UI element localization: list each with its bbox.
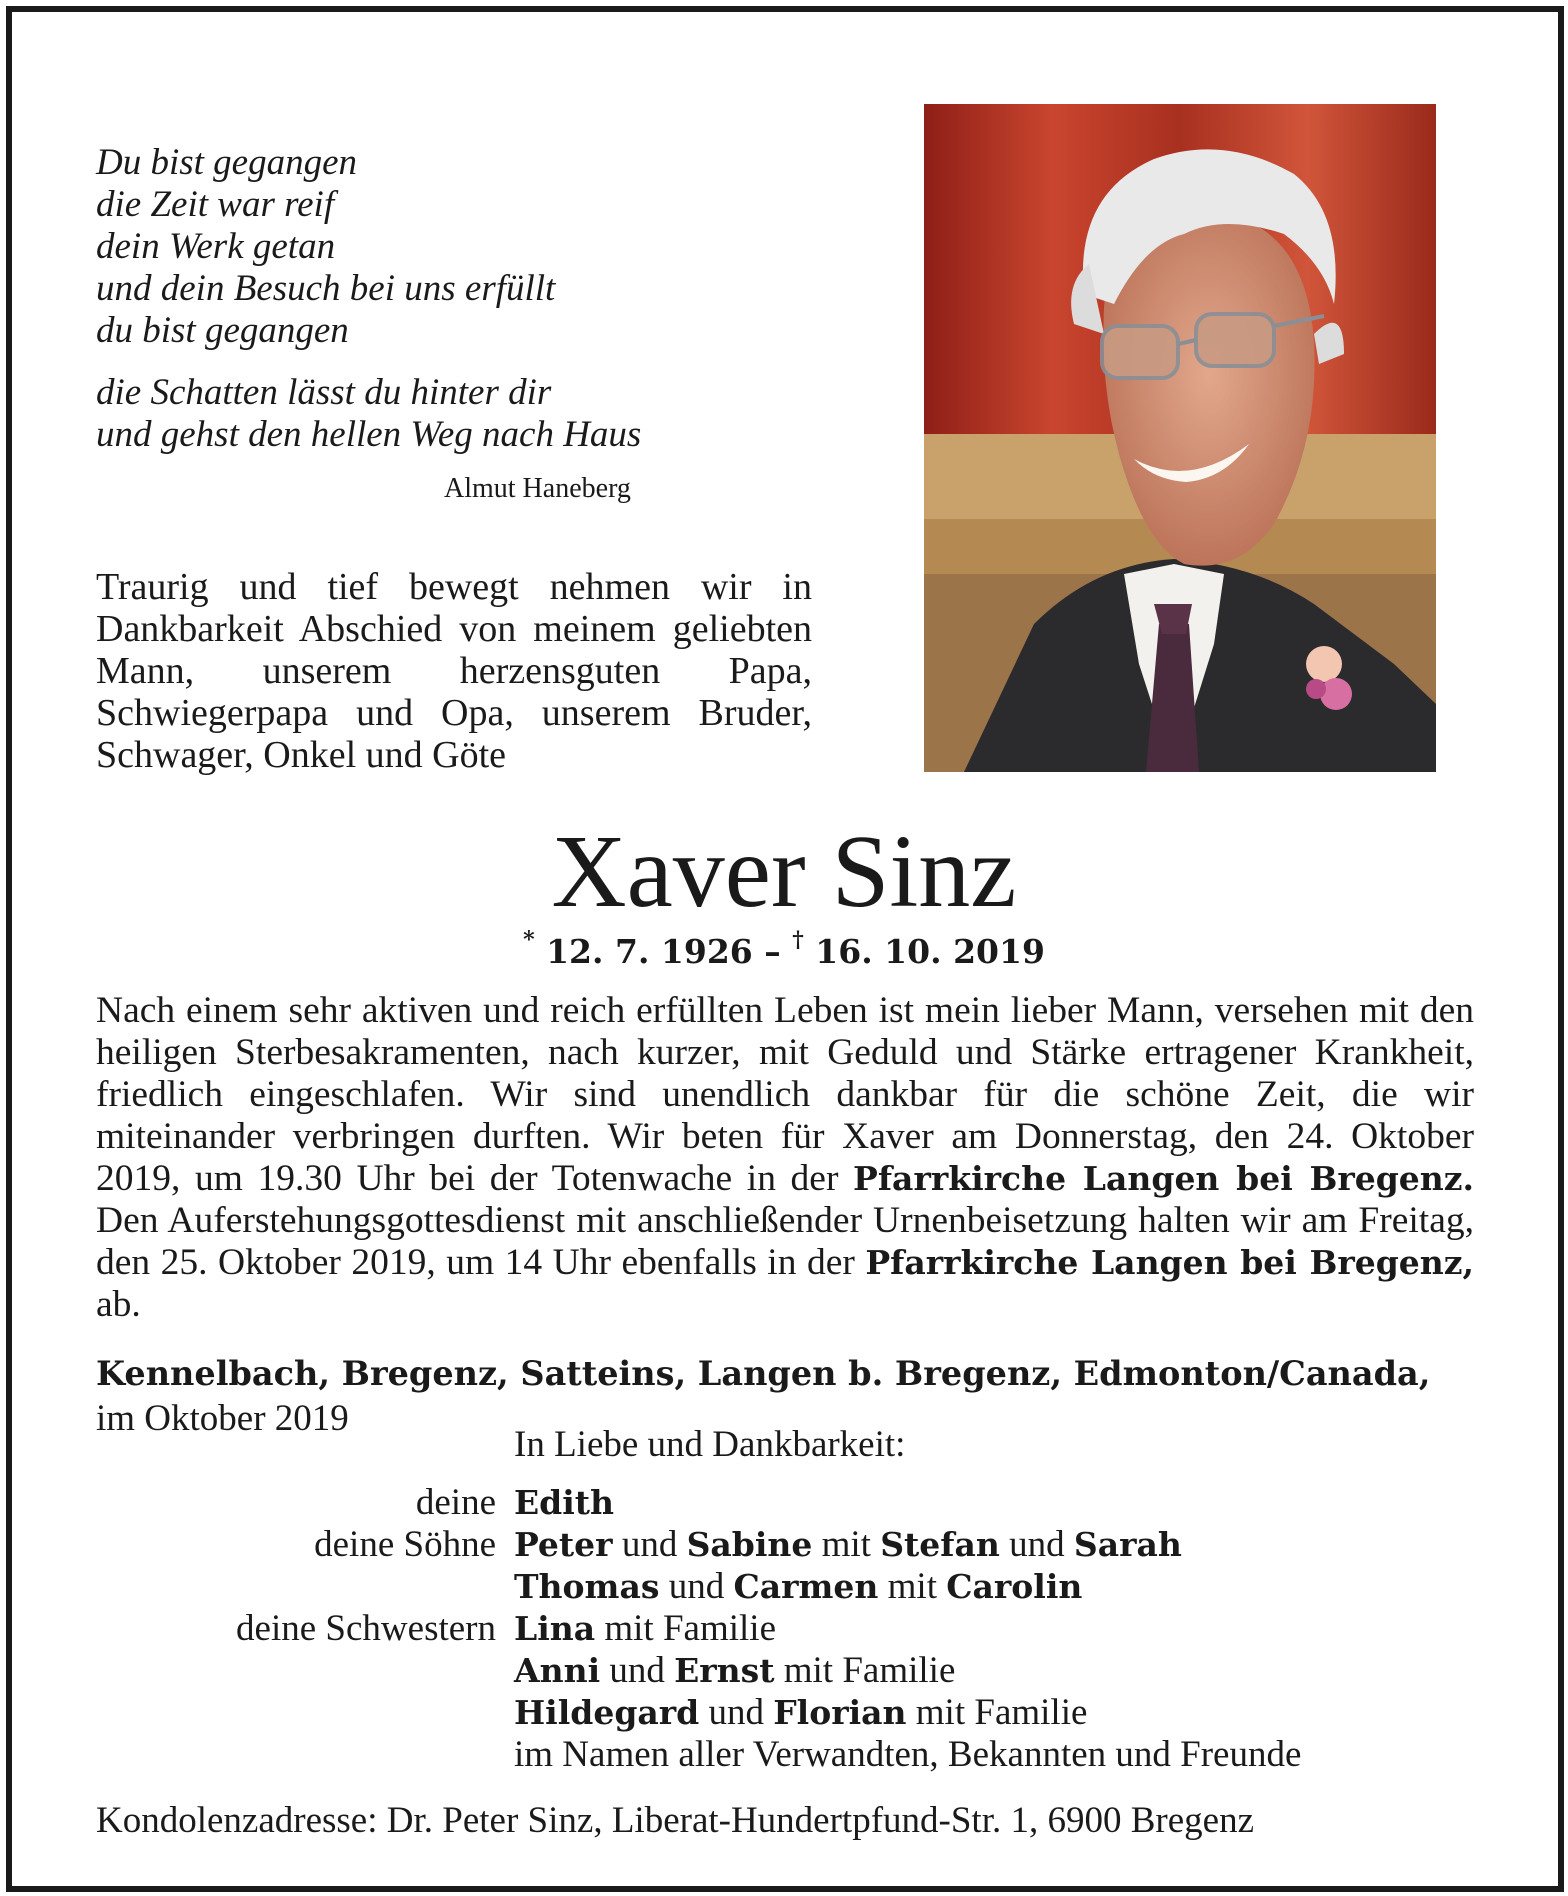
family-row — [96, 1692, 1496, 1734]
closing-line: im Namen aller Verwandten, Bekannten und Freunde — [514, 1734, 1302, 1775]
relation-label: deine — [415, 1482, 496, 1523]
family-row — [96, 1566, 1496, 1608]
poem-line: du bist gegangen — [96, 310, 349, 351]
family-name: Thomas — [514, 1567, 660, 1606]
family-name: Carolin — [946, 1567, 1083, 1606]
announcement-body — [96, 990, 1474, 1326]
connector: mit Familie — [783, 1650, 956, 1691]
body-text: Nach einem sehr aktiven und reich erfüllten Leben ist mein lieber Mann, versehen mit den heiligen Sterbesakramenten, nach kurzer, mit Geduld und Stärke ertragener Krankheit, friedlich eingeschlafen. Wir sind unendlich dankbar für die schöne Zeit, die wir miteinander verbringen durften. Wir beten für Xaver am Donnerstag, den 24. Oktober 2019, um 19.30 Uhr bei der Totenwache in der — [96, 990, 1474, 1199]
family-name: Stefan — [880, 1525, 1000, 1564]
intro-text: Traurig und tief bewegt nehmen wir in Dankbarkeit Abschied von meinem geliebten Mann, unserem herzensguten Papa, Schwiegerpapa und Opa, unserem Bruder, Schwager, Onkel und Göte — [96, 566, 812, 776]
connector: und — [708, 1692, 764, 1733]
family-name: Sarah — [1073, 1525, 1182, 1564]
birth-symbol: * — [523, 927, 535, 953]
family-name: Anni — [514, 1651, 601, 1690]
church-name: Pfarrkirche Langen bei Bregenz, — [865, 1243, 1475, 1282]
family-name: Edith — [514, 1483, 614, 1522]
family-row — [96, 1524, 1496, 1566]
family-name: Lina — [514, 1609, 596, 1648]
family-row — [96, 1734, 1496, 1776]
relation-label: deine Söhne — [314, 1524, 496, 1565]
family-list — [96, 1482, 1496, 1776]
family-row — [96, 1650, 1496, 1692]
body-text: Den Auferstehungsgottesdienst mit anschließender Urnenbeisetzung halten wir am Freitag, den 25. Oktober 2019, um 14 Uhr ebenfalls in der — [96, 1200, 1474, 1283]
poem-author: Almut Haneberg — [444, 473, 631, 504]
connector: mit — [821, 1524, 871, 1565]
family-name: Florian — [773, 1693, 907, 1732]
family-name: Hildegard — [514, 1693, 700, 1732]
connector: und — [621, 1524, 678, 1565]
condolence-address: Kondolenzadresse: Dr. Peter Sinz, Liberat-Hundertpfund-Str. 1, 6900 Bregenz — [96, 1800, 1255, 1841]
relation-label: deine Schwestern — [236, 1608, 496, 1649]
death-symbol: † — [792, 927, 804, 953]
poem-line: die Zeit war reif — [96, 184, 335, 225]
places-line: Kennelbach, Bregenz, Satteins, Langen b. Bregenz, Edmonton/Canada, — [96, 1354, 1431, 1393]
connector: mit Familie — [604, 1608, 777, 1649]
connector: und — [1009, 1524, 1065, 1565]
birth-date: 12. 7. 1926 — [546, 932, 753, 971]
family-name: Ernst — [674, 1651, 775, 1690]
thanks-line: In Liebe und Dankbarkeit: — [514, 1424, 906, 1465]
body-text: ab. — [96, 1284, 141, 1325]
connector: mit — [887, 1566, 937, 1607]
poem-line: Du bist gegangen — [96, 142, 358, 183]
connector: und — [609, 1650, 665, 1691]
connector: und — [668, 1566, 725, 1607]
portrait-image — [924, 104, 1436, 772]
deceased-name: Xaver Sinz — [551, 814, 1017, 929]
church-name: Pfarrkirche Langen bei Bregenz. — [853, 1159, 1475, 1198]
family-row — [96, 1608, 1496, 1650]
poem-line: und dein Besuch bei uns erfüllt — [96, 268, 556, 309]
life-dates — [0, 922, 1568, 974]
portrait-photo — [924, 104, 1436, 772]
family-name: Peter — [514, 1525, 613, 1564]
connector: mit Familie — [915, 1692, 1088, 1733]
date-line: im Oktober 2019 — [96, 1398, 349, 1439]
family-row — [96, 1482, 1496, 1524]
family-name: Carmen — [733, 1567, 879, 1606]
date-separator: – — [764, 932, 781, 971]
poem-line: und gehst den hellen Weg nach Haus — [96, 414, 642, 455]
poem-line: die Schatten lässt du hinter dir — [96, 372, 552, 413]
poem — [96, 142, 696, 504]
poem-line: dein Werk getan — [96, 226, 336, 267]
family-name: Sabine — [686, 1525, 813, 1564]
death-date: 16. 10. 2019 — [815, 932, 1045, 971]
